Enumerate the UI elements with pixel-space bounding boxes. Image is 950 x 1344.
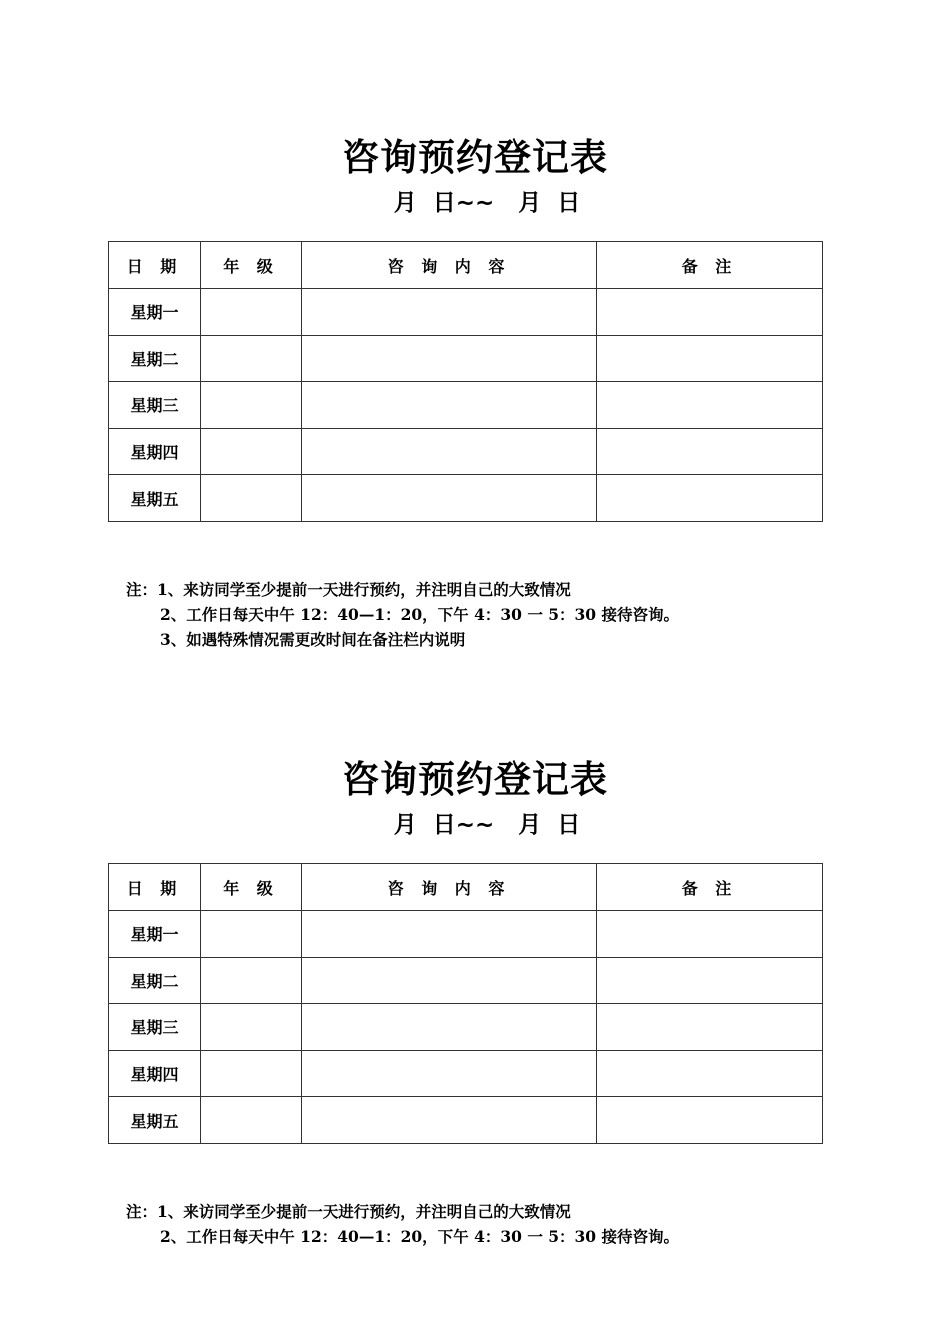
row-day-label: 星期一 [109, 911, 201, 958]
registration-form-1 [0, 133, 950, 649]
remarks-cell[interactable] [597, 957, 823, 1004]
remarks-cell[interactable] [597, 911, 823, 958]
table-row [109, 289, 823, 336]
table-row [109, 1097, 823, 1144]
notes [126, 577, 679, 652]
notes [126, 1199, 679, 1249]
table-row [109, 382, 823, 429]
table-row [109, 428, 823, 475]
content-cell[interactable] [302, 428, 597, 475]
column-header-remarks: 备 注 [597, 242, 823, 289]
remarks-cell[interactable] [597, 1097, 823, 1144]
row-day-label: 星期三 [109, 1004, 201, 1051]
form-title: 咨询预约登记表 [342, 136, 608, 179]
note-line: 注：1、来访同学至少提前一天进行预约，并注明自己的大致情况 [126, 580, 571, 599]
grade-cell[interactable] [201, 911, 302, 958]
table-header-row [109, 864, 823, 911]
row-day-label: 星期五 [109, 475, 201, 522]
remarks-cell[interactable] [597, 382, 823, 429]
note-line: 2、工作日每天中午 12：40—1：20，下午 4：30 一 5：30 接待咨询。 [160, 605, 679, 624]
note-line: 3、如遇特殊情况需更改时间在备注栏内说明 [160, 630, 466, 649]
grade-cell[interactable] [201, 428, 302, 475]
date-range: 月 日~~ 月 日 [393, 812, 581, 838]
remarks-cell[interactable] [597, 428, 823, 475]
content-cell[interactable] [302, 1004, 597, 1051]
registration-table [108, 863, 823, 1144]
date-range: 月 日~~ 月 日 [393, 190, 581, 216]
table-header-row [109, 242, 823, 289]
row-day-label: 星期二 [109, 957, 201, 1004]
remarks-cell[interactable] [597, 1004, 823, 1051]
registration-form-2 [0, 755, 950, 1246]
column-header-content: 咨 询 内 容 [302, 242, 597, 289]
grade-cell[interactable] [201, 1004, 302, 1051]
remarks-cell[interactable] [597, 335, 823, 382]
grade-cell[interactable] [201, 382, 302, 429]
row-day-label: 星期一 [109, 289, 201, 336]
column-header-grade: 年 级 [201, 864, 302, 911]
grade-cell[interactable] [201, 335, 302, 382]
content-cell[interactable] [302, 1097, 597, 1144]
content-cell[interactable] [302, 382, 597, 429]
table-row [109, 335, 823, 382]
table-row [109, 911, 823, 958]
content-cell[interactable] [302, 1050, 597, 1097]
remarks-cell[interactable] [597, 475, 823, 522]
row-day-label: 星期五 [109, 1097, 201, 1144]
content-cell[interactable] [302, 957, 597, 1004]
note-line: 注：1、来访同学至少提前一天进行预约，并注明自己的大致情况 [126, 1202, 571, 1221]
registration-table [108, 241, 823, 522]
table-row [109, 1004, 823, 1051]
content-cell[interactable] [302, 475, 597, 522]
row-day-label: 星期四 [109, 428, 201, 475]
table-row [109, 475, 823, 522]
remarks-cell[interactable] [597, 1050, 823, 1097]
column-header-grade: 年 级 [201, 242, 302, 289]
column-header-date: 日 期 [109, 242, 201, 289]
table-row [109, 1050, 823, 1097]
content-cell[interactable] [302, 335, 597, 382]
row-day-label: 星期三 [109, 382, 201, 429]
column-header-date: 日 期 [109, 864, 201, 911]
grade-cell[interactable] [201, 475, 302, 522]
grade-cell[interactable] [201, 289, 302, 336]
row-day-label: 星期四 [109, 1050, 201, 1097]
content-cell[interactable] [302, 911, 597, 958]
row-day-label: 星期二 [109, 335, 201, 382]
column-header-remarks: 备 注 [597, 864, 823, 911]
grade-cell[interactable] [201, 1097, 302, 1144]
grade-cell[interactable] [201, 1050, 302, 1097]
form-title: 咨询预约登记表 [342, 758, 608, 801]
remarks-cell[interactable] [597, 289, 823, 336]
grade-cell[interactable] [201, 957, 302, 1004]
note-line: 2、工作日每天中午 12：40—1：20，下午 4：30 一 5：30 接待咨询。 [160, 1227, 679, 1246]
column-header-content: 咨 询 内 容 [302, 864, 597, 911]
content-cell[interactable] [302, 289, 597, 336]
table-row [109, 957, 823, 1004]
